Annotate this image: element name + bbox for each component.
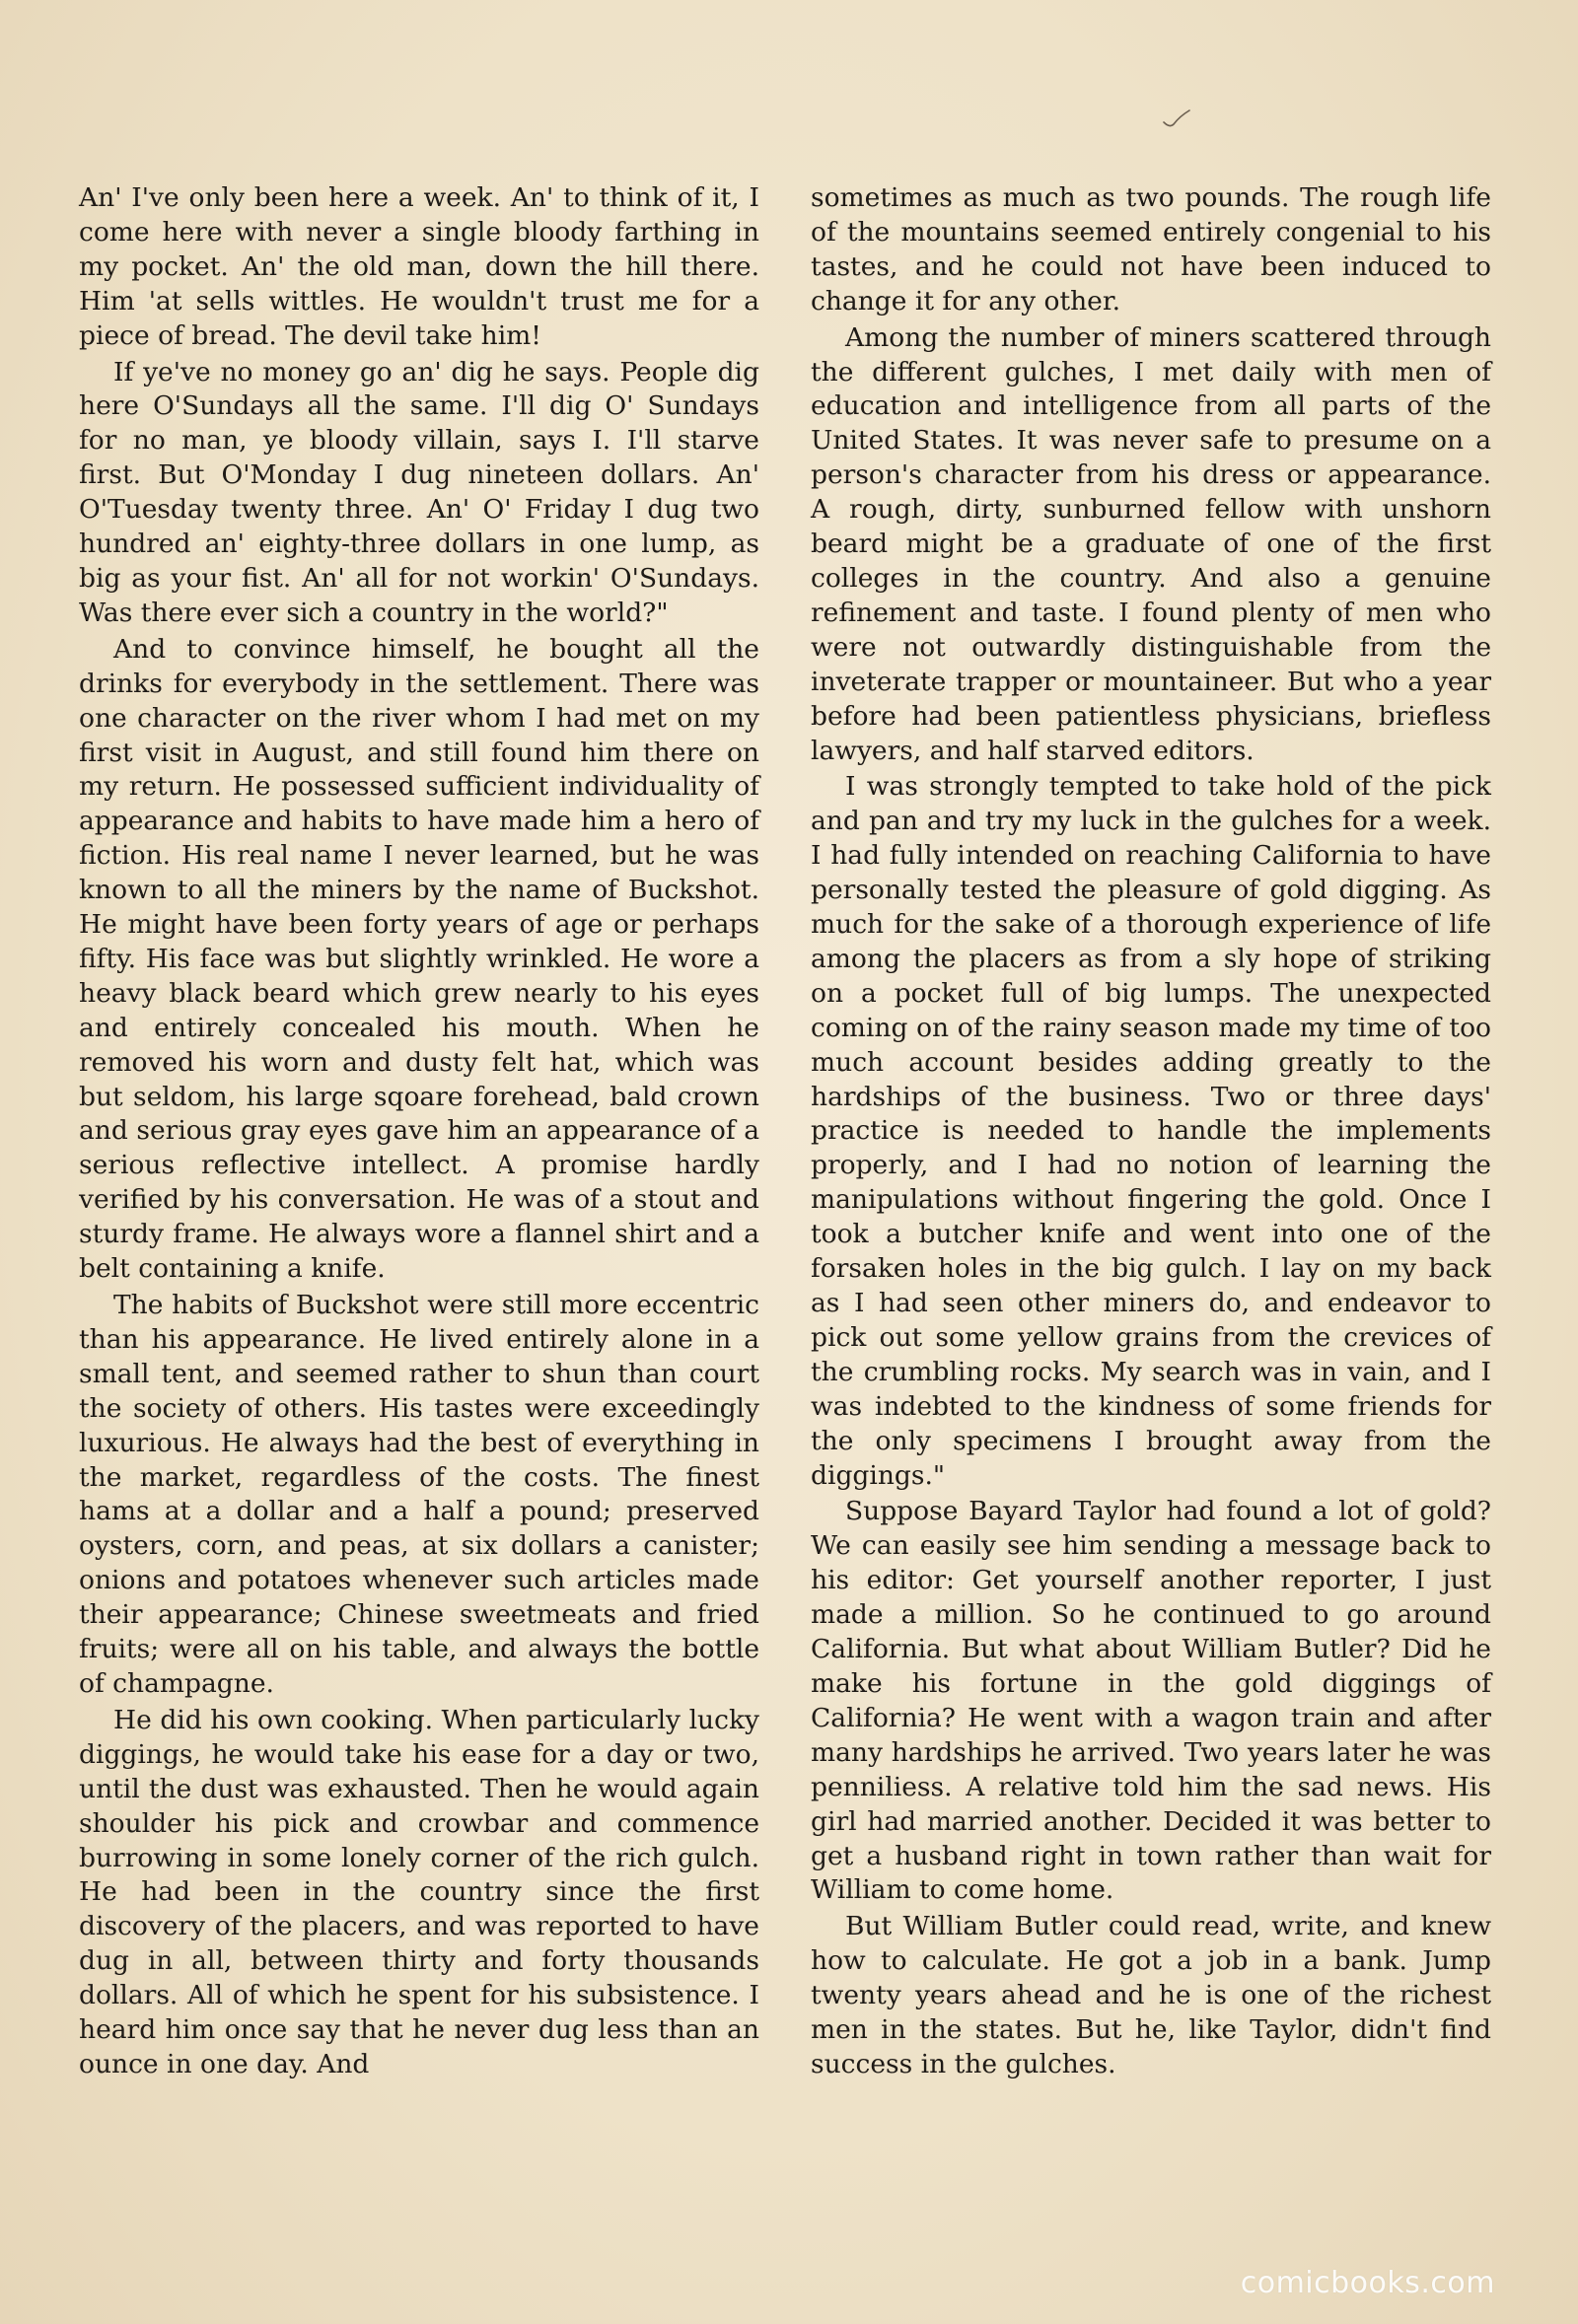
- pencil-tick-mark: [1162, 106, 1191, 130]
- paragraph-left-2: If ye've no money go an' dig he says. People dig here O'Sundays all the same. I'll dig O' Sundays for no man, ye bloody villain, says I. I'll starve first. But O'Monday I dug nineteen dollars. An' O'Tuesday twenty three. An' O' Friday I dug two hundred an' eighty-three dollars in one lump, as big as your fist. An' all for not workin' O'Sundays. Was there ever sich a country in the world?": [79, 356, 759, 628]
- paragraph-right-3: I was strongly tempted to take hold of the pick and pan and try my luck in the gulches for a week. I had fully intended on reaching California to have personally tested the pleasure of gold digging. As much for the sake of a thorough experience of life among the placers as from a sly hope of striking on a pocket full of big lumps. The unexpected coming on of the rainy season made my time of too much account besides adding greatly to the hardships of the business. Two or three days' practice is needed to handle the implements properly, and I had no notion of learning the manipulations without fingering the gold. Once I took a butcher knife and went into one of the forsaken holes in the big gulch. I lay on my back as I had seen other miners do, and endeavor to pick out some yellow grains from the crevices of the crumbling rocks. My search was in vain, and I was indebted to the kindness of some friends for the only specimens I brought away from the diggings.": [811, 771, 1491, 1491]
- paragraph-left-4: The habits of Buckshot were still more eccentric than his appearance. He lived entirely alone in a small tent, and seemed rather to shun than court the society of others. His tastes were exceedingly luxurious. He always had the best of everything in the market, regardless of the costs. The finest hams at a dollar and a half a pound; preserved oysters, corn, and peas, at six dollars a canister; onions and potatoes whenever such articles made their appearance; Chinese sweetmeats and fried fruits; were all on his table, and always the bottle of champagne.: [79, 1290, 759, 1699]
- paragraph-left-3: And to convince himself, he bought all the drinks for everybody in the settlement. There was one character on the river whom I had met on my first visit in August, and still found him there on my return. He possessed sufficient individuality of appearance and habits to have made him a hero of fiction. His real name I never learned, but he was known to all the miners by the name of Buckshot. He might have been forty years of age or perhaps fifty. His face was but slightly wrinkled. He wore a heavy black beard which grew nearly to his eyes and entirely concealed his mouth. When he removed his worn and dusty felt hat, which was but seldom, his large sqoare forehead, bald crown and serious gray eyes gave him an appearance of a serious reflective intellect. A promise hardly verified by his conversation. He was of a stout and sturdy frame. He always wore a flannel shirt and a belt containing a knife.: [79, 633, 759, 1285]
- paragraph-right-2: Among the number of miners scattered through the different gulches, I met daily with men of education and intelligence from all parts of the United States. It was never safe to presume on a person's character from his dress or appearance. A rough, dirty, sunburned fellow with unshorn beard might be a graduate of one of the first colleges in the country. And also a genuine refinement and taste. I found plenty of men who were not outwardly distinguishable from the inveterate trapper or mountaineer. But who a year before had been patientless physicians, briefless lawyers, and half starved editors.: [811, 321, 1491, 766]
- left-column: [79, 181, 759, 2084]
- paragraph-right-4: Suppose Bayard Taylor had found a lot of gold? We can easily see him sending a message back to his editor: Get yourself another reporter, I just made a million. So he continued to go around California. But what about William Butler? Did he make his fortune in the gold diggings of California? He went with a wagon train and after many hardships he arrived. Two years later he was penniliess. A relative told him the sad news. His girl had married another. Decided it was better to get a husband right in town rather than wait for William to come home.: [811, 1496, 1491, 1906]
- paragraph-left-5: He did his own cooking. When particularly lucky diggings, he would take his ease for a day or two, until the dust was exhausted. Then he would again shoulder his pick and crowbar and commence burrowing in some lonely corner of the rich gulch. He had been in the country since the first discovery of the placers, and was reported to have dug in all, between thirty and forty thousands dollars. All of which he spent for his subsistence. I heard him once say that he never dug less than an ounce in one day. And: [79, 1704, 759, 2079]
- paragraph-left-1: An' I've only been here a week. An' to think of it, I come here with never a single bloody farthing in my pocket. An' the old man, down the hill there. Him 'at sells wittles. He wouldn't trust me for a piece of bread. The devil take him!: [79, 182, 759, 351]
- paragraph-right-5: But William Butler could read, write, and knew how to calculate. He got a job in a bank. Jump twenty years ahead and he is one of the richest men in the states. But he, like Taylor, didn't find success in the gulches.: [811, 1911, 1491, 2079]
- watermark: comicbooks.com: [1240, 2266, 1495, 2300]
- paragraph-right-1: sometimes as much as two pounds. The rough life of the mountains seemed entirely congenial to his tastes, and he could not have been induced to change it for any other.: [811, 182, 1491, 317]
- right-column: [811, 181, 1491, 2084]
